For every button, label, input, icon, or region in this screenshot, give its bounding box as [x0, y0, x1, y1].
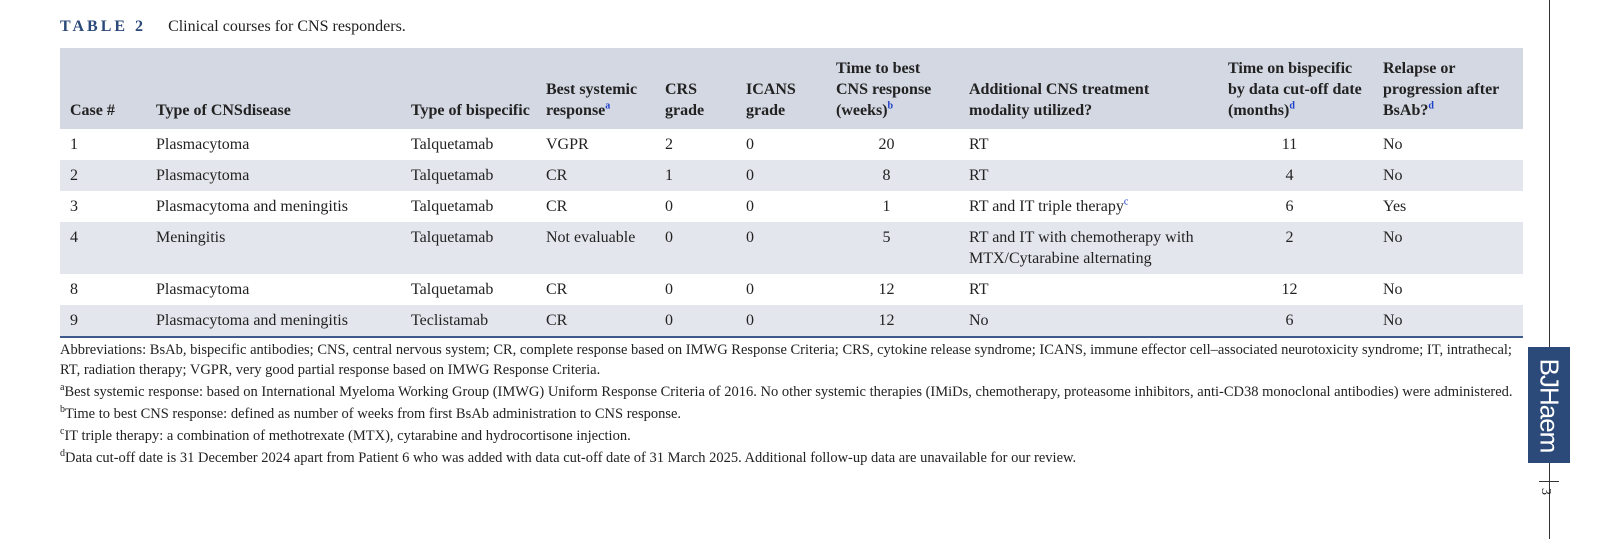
cell-disease: Meningitis — [146, 222, 401, 274]
cell-bispecific: Talquetamab — [411, 281, 494, 298]
table-row — [60, 222, 1523, 274]
clinical-courses-table — [60, 48, 1523, 338]
table-notes — [60, 340, 1526, 470]
footnote-link-d[interactable]: d — [1428, 100, 1434, 112]
cell-disease: Plasmacytoma — [156, 136, 250, 153]
cell-icans: 0 — [746, 198, 754, 215]
footnote-d: $^d$Data cut-off date is 31 December 2024 apart from Patient 6 who was added with data cut-off date of 31 March 2025. Additional follow-up data are unavailable for our review. — [60, 448, 1077, 466]
cell-additional: RT and IT with chemotherapy with MTX/Cytarabine alternating — [959, 222, 1218, 274]
cell-case: 2 — [60, 160, 146, 191]
journal-logo — [1528, 347, 1570, 463]
page-number: 3 — [1538, 488, 1553, 495]
table-row — [60, 191, 1523, 222]
cell-response: CR — [546, 198, 568, 215]
cell-relapse: No — [1383, 136, 1403, 153]
cell-response: CR — [546, 281, 568, 298]
cell-crs: 1 — [655, 160, 736, 191]
cell-additional: RT — [959, 160, 1218, 191]
cell-time-bsab: 6 — [1285, 198, 1294, 215]
header-time-cns: Time to best CNS response (weeks)$^b$ — [826, 48, 959, 129]
cell-relapse: No — [1373, 160, 1523, 191]
cell-additional: RT — [969, 136, 989, 153]
table-label: TABLE 2 — [60, 18, 147, 35]
cell-time-cns: 20 — [878, 136, 895, 153]
cell-bispecific: Teclistamab — [401, 305, 536, 337]
cell-response: CR — [536, 305, 655, 337]
cell-bispecific: Talquetamab — [401, 222, 536, 274]
cell-relapse: Yes — [1383, 198, 1407, 215]
cell-bispecific: Talquetamab — [401, 160, 536, 191]
cell-response: Not evaluable — [536, 222, 655, 274]
header-additional: Additional CNS treatment modality utilized? — [959, 48, 1218, 129]
cell-disease: Plasmacytoma — [156, 281, 250, 298]
cell-crs: 2 — [665, 136, 673, 153]
cell-icans: 0 — [736, 305, 826, 337]
cell-crs: 0 — [655, 222, 736, 274]
cell-additional: No — [959, 305, 1218, 337]
cell-case: 3 — [70, 198, 78, 215]
cell-disease: Plasmacytoma and meningitis — [156, 198, 348, 215]
journal-logo-text: BJHaem — [1534, 358, 1565, 452]
cell-time-cns: 5 — [826, 222, 959, 274]
cell-case: 8 — [70, 281, 78, 298]
footnote-b: $^b$Time to best CNS response: defined as number of weeks from first BsAb administration to CNS response. — [60, 404, 682, 422]
cell-relapse: No — [1373, 222, 1523, 274]
cell-icans: 0 — [746, 136, 754, 153]
footnote-link-a[interactable]: a — [605, 100, 611, 112]
cell-icans: 0 — [736, 222, 826, 274]
cell-additional: RT and IT triple therapy$^c$ — [969, 196, 1129, 215]
margin-tick — [1539, 481, 1559, 482]
cell-crs: 0 — [655, 305, 736, 337]
cell-time-cns: 1 — [882, 198, 891, 215]
cell-response: VGPR — [546, 136, 589, 153]
table-row — [60, 274, 1523, 305]
cell-case: 1 — [70, 136, 78, 153]
header-response: Best systemic response$^a$ — [536, 48, 655, 129]
cell-time-bsab: 2 — [1218, 222, 1373, 274]
cell-time-bsab: 12 — [1281, 281, 1298, 298]
cell-crs: 0 — [665, 198, 673, 215]
footnote-a: $^a$Best systemic response: based on International Myeloma Working Group (IMWG) Uniform Response Criteria of 2016. No other systemic therapies (IMiDs, chemotherapy, proteasome inhibitors, anti-CD38 monoclonal antibodies) were administered. — [60, 382, 1513, 400]
table-header-row — [60, 48, 1523, 129]
cell-bispecific: Talquetamab — [411, 198, 494, 215]
cell-icans: 0 — [746, 281, 754, 298]
cell-case: 4 — [60, 222, 146, 274]
table-title: Clinical courses for CNS responders. — [168, 18, 406, 35]
header-icans: ICANS grade — [736, 48, 826, 129]
header-bispecific: Type of bispecific — [401, 48, 536, 129]
cell-additional: RT — [969, 281, 989, 298]
footnote-c: $^c$IT triple therapy: a combination of methotrexate (MTX), cytarabine and hydrocortisone injection. — [60, 426, 631, 444]
table-row — [60, 305, 1523, 337]
footnote-link-b[interactable]: b — [887, 100, 894, 112]
table-row — [60, 129, 1523, 160]
cell-disease: Plasmacytoma and meningitis — [146, 305, 401, 337]
cell-disease: Plasmacytoma — [146, 160, 401, 191]
cell-relapse: No — [1383, 281, 1403, 298]
cell-relapse: No — [1373, 305, 1523, 337]
table-caption — [60, 18, 406, 36]
cell-case: 9 — [60, 305, 146, 337]
abbreviations-note: Abbreviations: BsAb, bispecific antibodies; CNS, central nervous system; CR, complete response based on IMWG Response Criteria; CRS, cytokine release syndrome; ICANS, immune effector cell–associated neurotoxicity syndrome; IT, intrathecal; RT, radiation therapy; VGPR, very good partial response based on IMWG Response Criteria. — [60, 342, 1512, 378]
header-time-bsab: Time on bispecific by data cut-off date (months)$^d$ — [1218, 48, 1373, 129]
footnote-link-d[interactable]: d — [1289, 100, 1295, 112]
cell-crs: 0 — [665, 281, 673, 298]
header-relapse: Relapse or progression after BsAb?$^d$ — [1373, 48, 1523, 129]
header-crs: CRS grade — [655, 48, 736, 129]
cell-time-bsab: 11 — [1281, 136, 1298, 153]
cell-response: CR — [536, 160, 655, 191]
cell-icans: 0 — [736, 160, 826, 191]
header-case: Case # — [60, 48, 146, 129]
cell-bispecific: Talquetamab — [411, 136, 494, 153]
cell-time-bsab: 4 — [1218, 160, 1373, 191]
cell-time-cns: 12 — [878, 281, 895, 298]
footnote-link-c[interactable]: c — [1123, 196, 1129, 208]
cell-time-cns: 12 — [826, 305, 959, 337]
table-row — [60, 160, 1523, 191]
cell-time-cns: 8 — [826, 160, 959, 191]
header-disease: Type of CNSdisease — [146, 48, 401, 129]
cell-time-bsab: 6 — [1218, 305, 1373, 337]
